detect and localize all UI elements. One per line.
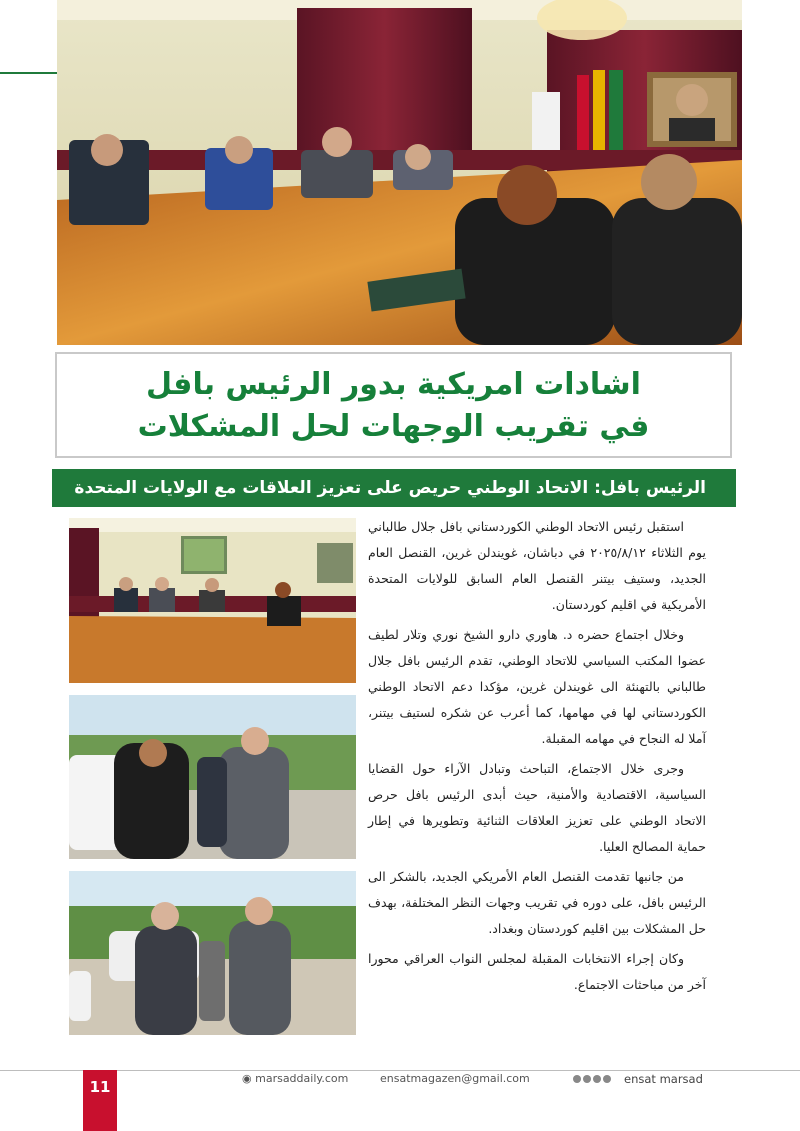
- instagram-icon[interactable]: [583, 1075, 591, 1083]
- footer-email[interactable]: ensatmagazen@gmail.com: [380, 1072, 530, 1085]
- headline: [57, 354, 730, 448]
- photo-handshake-outdoor: [69, 871, 356, 1035]
- twitter-icon[interactable]: [593, 1075, 601, 1083]
- photo-greeting-handshake: [69, 695, 356, 859]
- footer-divider: [0, 1070, 800, 1071]
- footer-website[interactable]: [242, 1072, 348, 1085]
- accent-line: [0, 72, 57, 74]
- footer-social-icons: [573, 1075, 611, 1083]
- article-paragraph: من جانبها تقدمت القنصل العام الأمريكي الجديد، بالشكر الى الرئيس بافل، على دوره في تقريب وجهات النظر المختلفة، بهدف حل المشكلات بين اقليم كوردستان وبغداد.: [368, 869, 706, 936]
- article-paragraph: استقبل رئيس الاتحاد الوطني الكوردستاني بافل جلال طالباني يوم الثلاثاء ٢٠٢٥/٨/١٢ في دباشان، غويندلن غرين، القنصل العام الجديد، وستيف بيتنر القنصل العام السابق للولايات المتحدة الأمريكية في اقليم كوردستان.: [368, 519, 706, 612]
- headline-line-2: في تقريب الوجهات لحل المشكلات: [137, 409, 650, 444]
- footer-website-text: marsaddaily.com: [255, 1072, 349, 1085]
- page-number: 11: [83, 1070, 117, 1131]
- globe-icon: ◉: [242, 1072, 252, 1085]
- youtube-icon[interactable]: [573, 1075, 581, 1083]
- subheadline-banner: الرئيس بافل: الاتحاد الوطني حريص على تعزيز العلاقات مع الولايات المتحدة: [52, 469, 736, 507]
- article-paragraph: وجرى خلال الاجتماع، التباحث وتبادل الآراء حول القضايا السياسية، الاقتصادية والأمنية، حيث أبدى الرئيس بافل حرص الاتحاد الوطني على تعزيز العلاقات الثنائية وتطويرها في إطار حماية المصالح العليا.: [368, 761, 706, 854]
- article-body: [368, 514, 706, 1002]
- hero-photo-meeting: [57, 0, 742, 345]
- headline-line-1: اشادات امريكية بدور الرئيس بافل: [146, 367, 641, 402]
- photo-meeting-wide: [69, 518, 356, 683]
- facebook-icon[interactable]: [603, 1075, 611, 1083]
- headline-box: [55, 352, 732, 458]
- article-paragraph: وكان إجراء الانتخابات المقبلة لمجلس النواب العراقي محورا آخر من مباحثات الاجتماع.: [368, 951, 706, 992]
- footer-brand: ensat marsad: [624, 1072, 703, 1086]
- article-paragraph: وخلال اجتماع حضره د. هاوري دارو الشيخ نوري وتلار لطيف عضوا المكتب السياسي للاتحاد الوطني، تقدم الرئيس بافل جلال طالباني بالتهنئة الى غويندلن غرين، مؤكدا دعم الاتحاد الوطني الكوردستاني لها في مهامها، كما أعرب عن شكره لستيف بيتنر، آملا له النجاح في مهامه المقبلة.: [368, 627, 706, 746]
